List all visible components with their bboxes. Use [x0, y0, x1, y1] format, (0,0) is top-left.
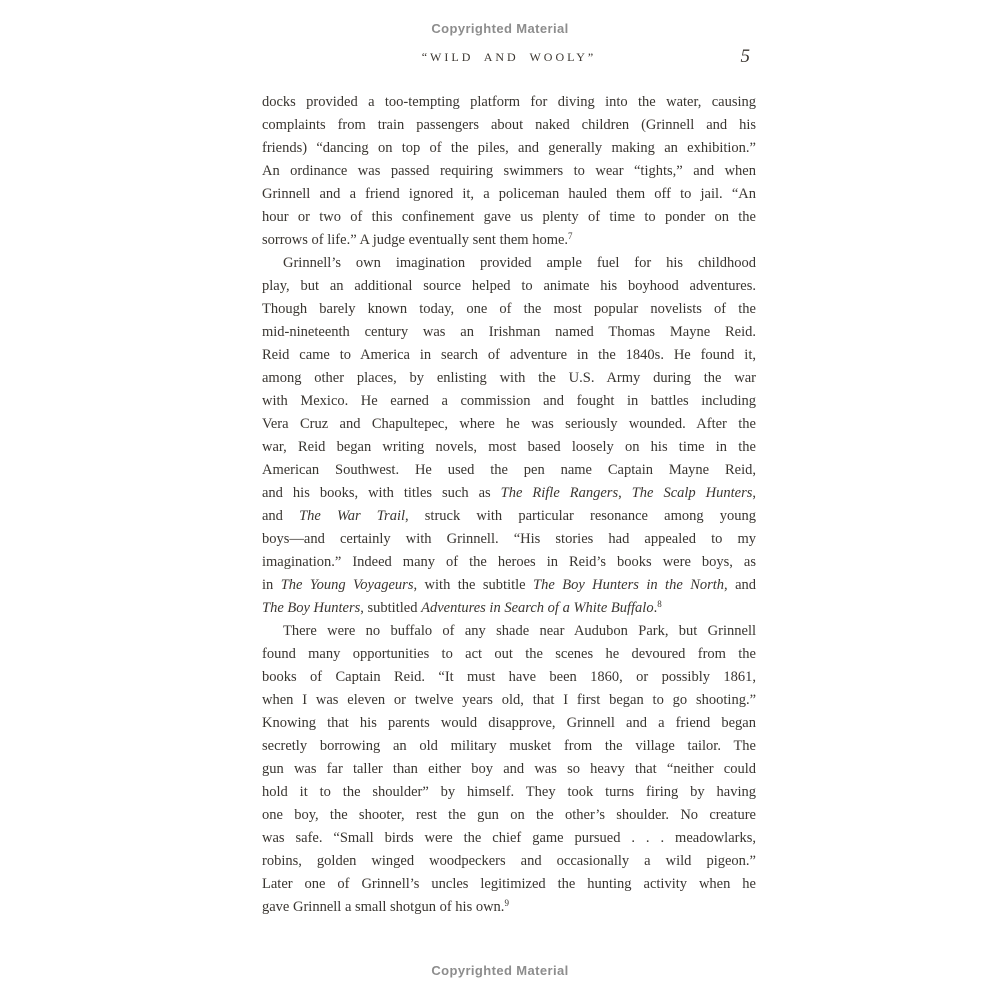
- body-text: An ordinance was passed requiring swimmers to wear “tights,” and when: [262, 163, 756, 179]
- body-text: among other places, by enlisting with the U.S. Army during the war: [262, 370, 756, 386]
- running-header: [262, 46, 756, 68]
- text-line: [262, 206, 756, 229]
- footnote-marker: 8: [657, 598, 662, 609]
- body-text: , and: [724, 577, 757, 593]
- italic-title-text: The Boy Hunters in the North: [533, 577, 725, 593]
- italic-title-text: Adventures in Search of a White Buffalo: [421, 600, 654, 616]
- text-line: [262, 390, 756, 413]
- body-text: Later one of Grinnell’s uncles legitimized the hunting activity when he: [262, 876, 756, 892]
- body-text: hold it to the shoulder” by himself. They took turns firing by having: [262, 784, 756, 800]
- body-text: hour or two of this confinement gave us plenty of time to ponder on the: [262, 209, 756, 225]
- body-text: books of Captain Reid. “It must have been 1860, or possibly 1861,: [262, 669, 756, 685]
- body-text: one boy, the shooter, rest the gun on the other’s shoulder. No creature: [262, 807, 756, 823]
- body-text: and: [262, 508, 300, 524]
- body-text: mid-nineteenth century was an Irishman named Thomas Mayne Reid.: [262, 324, 756, 340]
- body-text: Knowing that his parents would disapprove, Grinnell and a friend began: [262, 715, 756, 731]
- body-text: with Mexico. He earned a commission and fought in battles including: [262, 393, 756, 409]
- footnote-marker: 7: [568, 230, 573, 241]
- body-text: , with the subtitle: [413, 577, 534, 593]
- body-text: and his books, with titles such as: [262, 485, 501, 501]
- text-line: [262, 482, 756, 505]
- italic-title-text: The Rifle Rangers: [500, 485, 619, 501]
- text-line: [262, 160, 756, 183]
- body-text: boys—and certainly with Grinnell. “His stories had appealed to my: [262, 531, 756, 547]
- text-line: [262, 620, 756, 643]
- text-line: [262, 735, 756, 758]
- text-line: [262, 758, 756, 781]
- text-line: [262, 298, 756, 321]
- text-line: [262, 505, 756, 528]
- text-line: [262, 413, 756, 436]
- body-text: .: [653, 600, 658, 616]
- body-text: , subtitled: [360, 600, 422, 616]
- text-line: [262, 367, 756, 390]
- body-text: Grinnell’s own imagination provided ample fuel for his childhood: [283, 255, 756, 271]
- body-text: imagination.” Indeed many of the heroes in Reid’s books were boys, as: [262, 554, 756, 570]
- body-text: sorrows of life.” A judge eventually sent them home.: [262, 232, 569, 248]
- text-line: [262, 229, 756, 252]
- text-line: [262, 528, 756, 551]
- italic-title-text: The War Trail: [299, 508, 406, 524]
- text-line: [262, 344, 756, 367]
- body-text: Grinnell and a friend ignored it, a policeman hauled them off to jail. “An: [262, 186, 756, 202]
- body-text: ,: [618, 485, 632, 501]
- running-head-title: “WILD AND WOOLY”: [421, 50, 597, 64]
- text-line: [262, 850, 756, 873]
- body-text: There were no buffalo of any shade near Audubon Park, but Grinnell: [283, 623, 756, 639]
- body-text: friends) “dancing on top of the piles, and generally making an exhibition.”: [262, 140, 756, 156]
- body-text: , struck with particular resonance among young: [405, 508, 757, 524]
- text-line: [262, 574, 756, 597]
- text-line: [262, 666, 756, 689]
- body-text: Reid came to America in search of adventure in the 1840s. He found it,: [262, 347, 756, 363]
- text-line: [262, 252, 756, 275]
- italic-title-text: The Scalp Hunters: [631, 485, 753, 501]
- body-text: gave Grinnell a small shotgun of his own.: [262, 899, 505, 915]
- body-text: American Southwest. He used the pen name Captain Mayne Reid,: [262, 462, 756, 478]
- page-number: 5: [740, 46, 750, 67]
- body-text: docks provided a too-tempting platform for diving into the water, causing: [262, 94, 756, 110]
- body-text: when I was eleven or twelve years old, that I first began to go shooting.”: [262, 692, 756, 708]
- text-line: [262, 436, 756, 459]
- text-line: [262, 804, 756, 827]
- body-text: was safe. “Small birds were the chief game pursued . . . meadowlarks,: [262, 830, 756, 846]
- text-line: [262, 597, 756, 620]
- text-line: [262, 689, 756, 712]
- text-line: [262, 183, 756, 206]
- text-line: [262, 896, 756, 919]
- text-line: [262, 137, 756, 160]
- body-text: gun was far taller than either boy and was so heavy that “neither could: [262, 761, 756, 777]
- text-line: [262, 827, 756, 850]
- body-text: complaints from train passengers about naked children (Grinnell and his: [262, 117, 756, 133]
- body-text: Vera Cruz and Chapultepec, where he was seriously wounded. After the: [262, 416, 756, 432]
- footnote-marker: 9: [504, 897, 509, 908]
- text-line: [262, 114, 756, 137]
- body-text: ,: [752, 485, 757, 501]
- body-text: in: [262, 577, 281, 593]
- body-text: Though barely known today, one of the most popular novelists of the: [262, 301, 756, 317]
- text-line: [262, 873, 756, 896]
- body-text: robins, golden winged woodpeckers and occasionally a wild pigeon.”: [262, 853, 756, 869]
- body-text: found many opportunities to act out the scenes he devoured from the: [262, 646, 756, 662]
- text-line: [262, 643, 756, 666]
- body-text: secretly borrowing an old military musket from the village tailor. The: [262, 738, 756, 754]
- text-line: [262, 321, 756, 344]
- page-body: [262, 91, 756, 919]
- text-line: [262, 91, 756, 114]
- italic-title-text: The Boy Hunters: [262, 600, 361, 616]
- text-line: [262, 551, 756, 574]
- body-text: war, Reid began writing novels, most based loosely on his time in the: [262, 439, 756, 455]
- text-line: [262, 781, 756, 804]
- copyright-notice-top: Copyrighted Material: [431, 21, 569, 36]
- text-line: [262, 712, 756, 735]
- copyright-notice-bottom: Copyrighted Material: [431, 963, 569, 978]
- italic-title-text: The Young Voyageurs: [280, 577, 414, 593]
- text-line: [262, 459, 756, 482]
- text-line: [262, 275, 756, 298]
- body-text: play, but an additional source helped to animate his boyhood adventures.: [262, 278, 756, 294]
